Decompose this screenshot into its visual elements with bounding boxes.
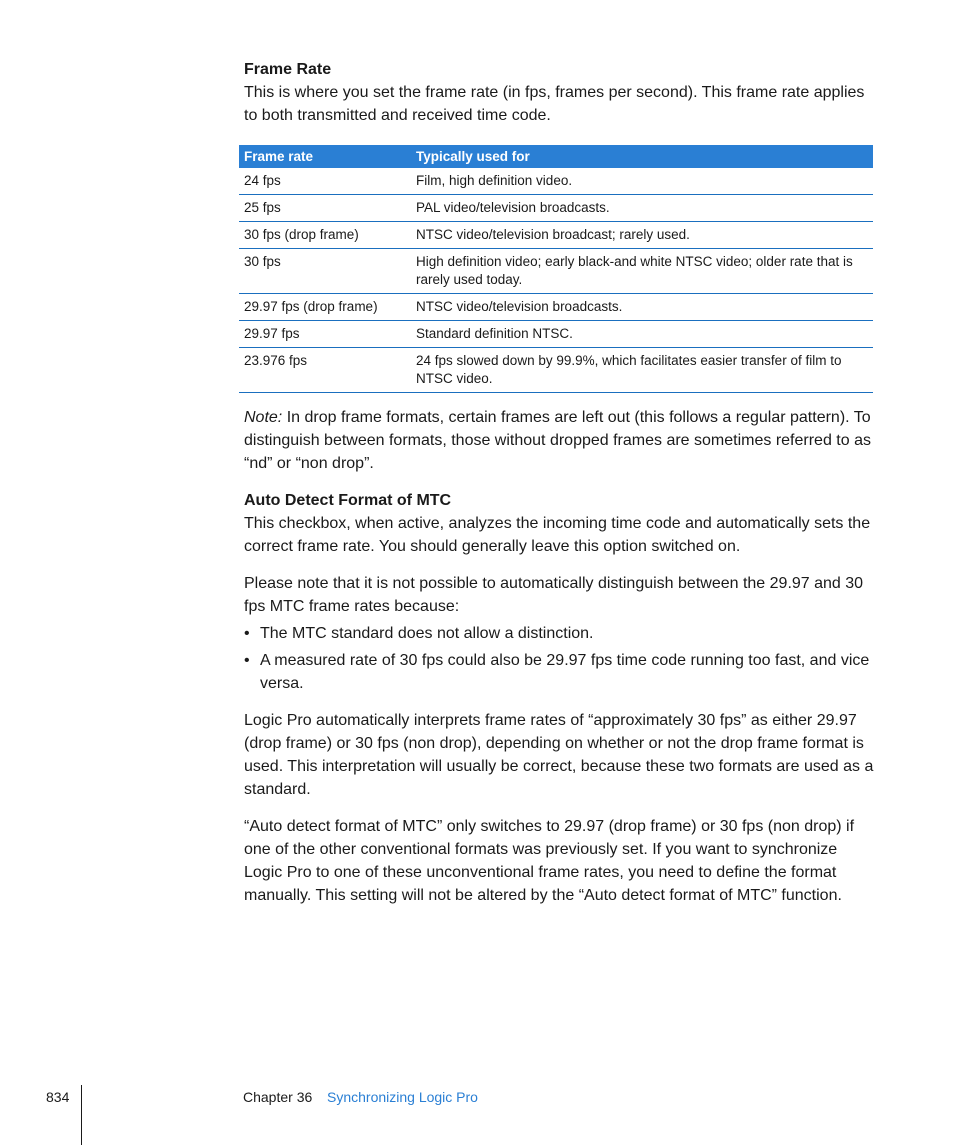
auto-detect-para-2: Please note that it is not possible to automatically distinguish between the 29.97 and 30 fps MTC frame rates because: — [244, 575, 864, 615]
table-row — [239, 294, 873, 321]
table-cell-frame-rate: 29.97 fps — [239, 321, 411, 348]
auto-detect-intro: This checkbox, when active, analyzes the incoming time code and automatically sets the correct frame rate. You should generally leave this option switched on. — [244, 515, 871, 555]
page-number: 834 — [46, 1089, 70, 1105]
note-text: In drop frame formats, certain frames are left out (this follows a regular pattern). To distinguish between formats, those without dropped frames are sometimes referred to as “nd” or “non drop”. — [244, 409, 871, 472]
auto-detect-para-3: Logic Pro automatically interprets frame rates of “approximately 30 fps” as either 29.97 (drop frame) or 30 fps (non drop), depending on whether or not the drop frame format is used. This interpretation will usually be correct, because these two formats are used as a standard. — [244, 712, 874, 798]
bullet-icon: • — [244, 625, 250, 642]
note-paragraph — [244, 406, 874, 475]
table-cell-frame-rate: 24 fps — [239, 168, 411, 195]
table-cell-usage: Standard definition NTSC. — [411, 321, 873, 348]
list-item-text: The MTC standard does not allow a distinction. — [260, 625, 594, 642]
chapter-title-link[interactable]: Synchronizing Logic Pro — [327, 1089, 478, 1105]
frame-rate-table — [239, 145, 873, 393]
table-cell-frame-rate: 30 fps — [239, 249, 411, 294]
table-row — [239, 249, 873, 294]
chapter-label: Chapter 36 — [243, 1089, 313, 1105]
table-cell-frame-rate: 25 fps — [239, 195, 411, 222]
table-cell-usage: 24 fps slowed down by 99.9%, which facilitates easier transfer of film to NTSC video. — [411, 348, 873, 393]
table-cell-usage: PAL video/television broadcasts. — [411, 195, 873, 222]
table-header-frame-rate: Frame rate — [239, 145, 411, 168]
table-row — [239, 321, 873, 348]
table-row — [239, 168, 873, 195]
auto-detect-heading: Auto Detect Format of MTC — [244, 492, 452, 509]
table-cell-frame-rate: 29.97 fps (drop frame) — [239, 294, 411, 321]
table-cell-usage: Film, high definition video. — [411, 168, 873, 195]
main-body — [244, 406, 874, 907]
footer-divider — [81, 1085, 82, 1145]
table-cell-usage: High definition video; early black-and white NTSC video; older rate that is rarely used today. — [411, 249, 873, 294]
table-header-typically-used-for: Typically used for — [411, 145, 873, 168]
table-row — [239, 222, 873, 249]
table-header-row — [239, 145, 873, 168]
frame-rate-heading: Frame Rate — [244, 61, 332, 78]
list-item — [244, 622, 874, 645]
table-cell-frame-rate: 23.976 fps — [239, 348, 411, 393]
note-label: Note: — [244, 409, 283, 426]
table-row — [239, 348, 873, 393]
frame-rate-section — [244, 58, 874, 127]
frame-rate-intro: This is where you set the frame rate (in fps, frames per second). This frame rate applies to both transmitted and received time code. — [244, 84, 865, 124]
table-cell-usage: NTSC video/television broadcasts. — [411, 294, 873, 321]
auto-detect-para-4: “Auto detect format of MTC” only switches to 29.97 (drop frame) or 30 fps (non drop) if one of the other conventional formats was previously set. If you want to synchronize Logic Pro to one of these unconventional frame rates, you need to define the format manually. This setting will not be altered by the “Auto detect format of MTC” function. — [244, 818, 855, 904]
list-item — [244, 649, 874, 695]
bullet-list — [244, 622, 874, 695]
table-cell-usage: NTSC video/television broadcast; rarely used. — [411, 222, 873, 249]
list-item-text: A measured rate of 30 fps could also be 29.97 fps time code running too fast, and vice versa. — [260, 652, 870, 692]
table-row — [239, 195, 873, 222]
page-footer — [0, 1085, 954, 1145]
table-cell-frame-rate: 30 fps (drop frame) — [239, 222, 411, 249]
bullet-icon: • — [244, 652, 250, 669]
